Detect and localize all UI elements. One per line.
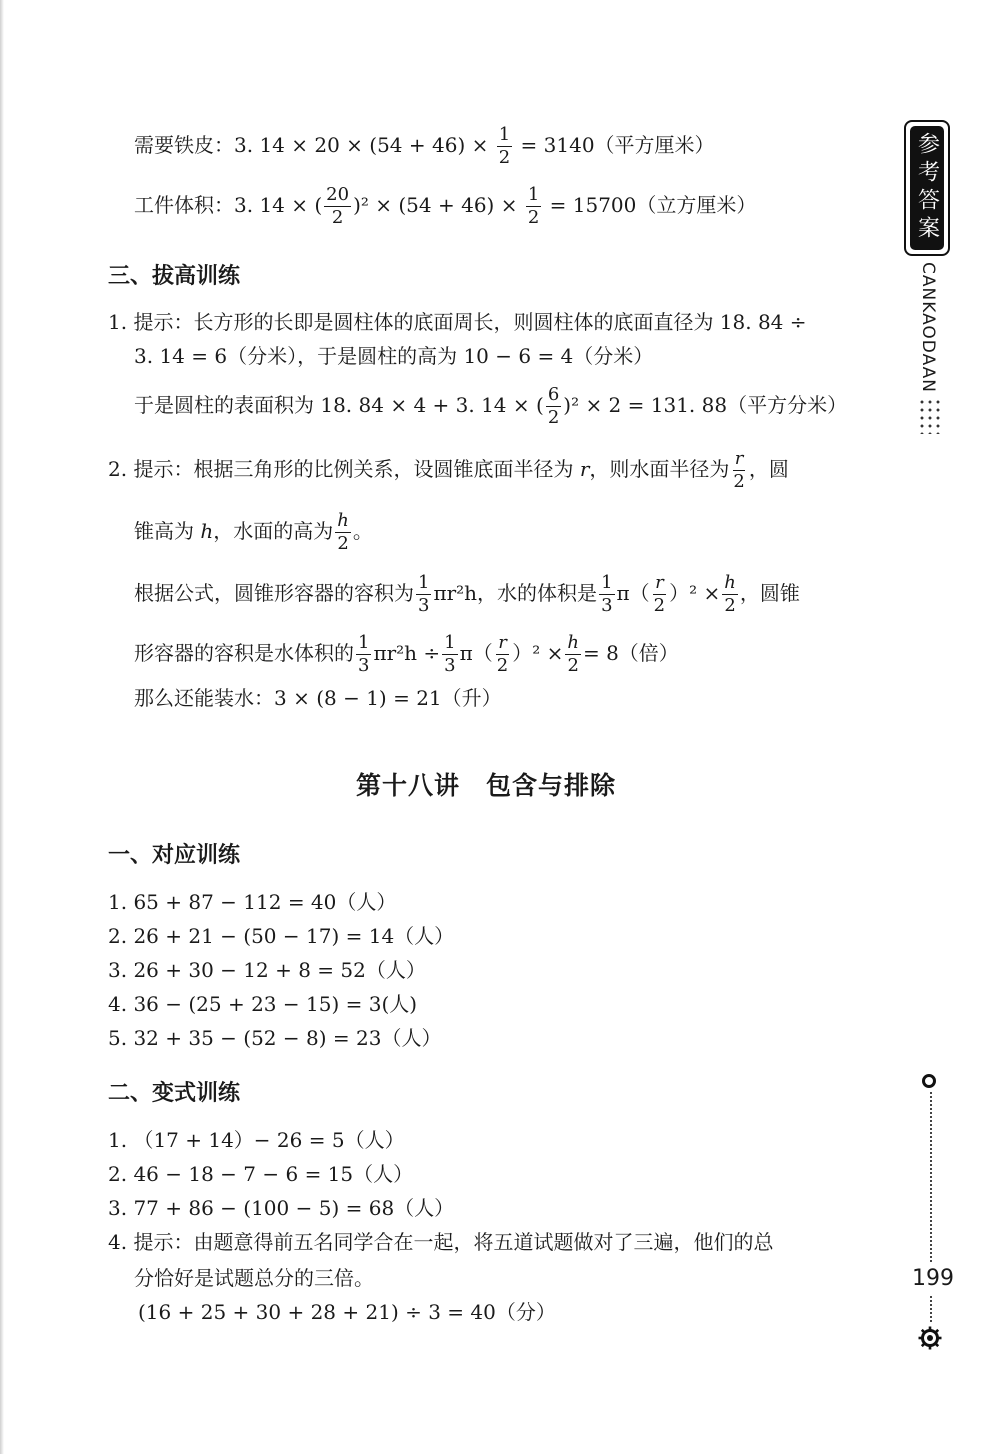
fraction: $\frac{20}{2}$ (326, 184, 350, 228)
fraction: $\frac{1}{3}$ (601, 572, 613, 616)
list-item: 1. 65 + 87 − 112 = 40（人） (108, 890, 397, 914)
side-tab-label: 参考答案 (914, 132, 940, 244)
side-latin-label: CANKAODAAN (918, 262, 938, 394)
list-item: 5. 32 + 35 − (52 − 8) = 23（人） (108, 1026, 442, 1050)
fraction: $\frac{6}{2}$ (547, 384, 560, 428)
fraction: $\frac{r}{2}$ (653, 572, 666, 616)
lecture-title: 第十八讲 包含与排除 (356, 771, 617, 800)
section-heading: 一、对应训练 (108, 843, 241, 868)
answer-line: 形容器的容积是水体积的 $\frac{1}{3}$ πr²h ÷ $\frac{1}{3}$ π（ $\frac{r}{2}$ ）² × $\frac{h}{2}$ = 8（倍） (134, 632, 679, 676)
list-item: (16 + 25 + 30 + 28 + 21) ÷ 3 = 40（分） (138, 1300, 556, 1324)
answer-line: 3. 14 = 6（分米），于是圆柱的高为 10 − 6 = 4（分米） (134, 344, 654, 368)
fraction: $\frac{h}{2}$ (567, 632, 579, 676)
list-item: 3. 77 + 86 − (100 − 5) = 68（人） (108, 1196, 455, 1220)
dotted-divider (930, 1092, 932, 1262)
answer-line: 根据公式，圆锥形容器的容积为 $\frac{1}{3}$ πr²h，水的体积是 $\frac{1}{3}$ π（ $\frac{r}{2}$ ）² × $\frac{h}{2}$ ，圆锥 (134, 572, 800, 616)
page-edge-shadow (0, 0, 4, 1454)
fraction: $\frac{1}{2}$ (527, 184, 540, 228)
list-item: 2. 26 + 21 − (50 − 17) = 14（人） (108, 924, 455, 948)
fraction: $\frac{1}{3}$ (358, 632, 370, 676)
fraction: $\frac{1}{2}$ (498, 124, 511, 168)
list-item: 分恰好是试题总分的三倍。 (134, 1266, 374, 1290)
list-item: 1. （17 + 14）− 26 = 5（人） (108, 1128, 405, 1152)
gear-icon (918, 1326, 942, 1350)
side-tab (904, 120, 950, 256)
list-item: 4. 提示：由题意得前五名同学合在一起，将五道试题做对了三遍，他们的总 (108, 1230, 774, 1254)
answer-line: 那么还能装水：3 × (8 − 1) = 21（升） (134, 686, 502, 710)
fraction: $\frac{r}{2}$ (496, 632, 509, 676)
ring-icon (922, 1074, 936, 1088)
list-item: 4. 36 − (25 + 23 − 15) = 3(人) (108, 992, 418, 1016)
answer-line: 于是圆柱的表面积为 18. 84 × 4 + 3. 14 × ( $\frac{6}{2}$ )² × 2 = 131. 88（平方分米） (134, 384, 848, 428)
answer-line: 锥高为 h，水面的高为 $\frac{h}{2}$ 。 (134, 510, 373, 554)
answer-line: 1. 提示：长方形的长即是圆柱体的底面周长，则圆柱体的底面直径为 18. 84 ÷ (108, 310, 807, 334)
list-item: 2. 46 − 18 − 7 − 6 = 15（人） (108, 1162, 414, 1186)
sheet-metal-line: 需要铁皮：3. 14 × 20 × (54 + 46) × $\frac{1}{2}$ = 3140（平方厘米） (134, 124, 715, 168)
fraction: $\frac{1}{3}$ (444, 632, 456, 676)
dotted-divider (930, 1296, 932, 1322)
section-heading: 三、拔高训练 (108, 264, 241, 289)
fraction: $\frac{1}{3}$ (418, 572, 430, 616)
fraction: $\frac{h}{2}$ (337, 510, 349, 554)
answer-line: 2. 提示：根据三角形的比例关系，设圆锥底面半径为 r，则水面半径为 $\frac{r}{2}$ ，圆 (108, 448, 789, 492)
list-item: 3. 26 + 30 − 12 + 8 = 52（人） (108, 958, 426, 982)
page-number: 199 (912, 1266, 954, 1291)
dot-grid-ornament (918, 398, 942, 434)
workpiece-volume-line: 工件体积：3. 14 × ( $\frac{20}{2}$ )² × (54 + 46) × $\frac{1}{2}$ = 15700（立方厘米） (134, 184, 757, 228)
fraction: $\frac{h}{2}$ (724, 572, 736, 616)
fraction: $\frac{r}{2}$ (733, 448, 745, 492)
section-heading: 二、变式训练 (108, 1081, 241, 1106)
